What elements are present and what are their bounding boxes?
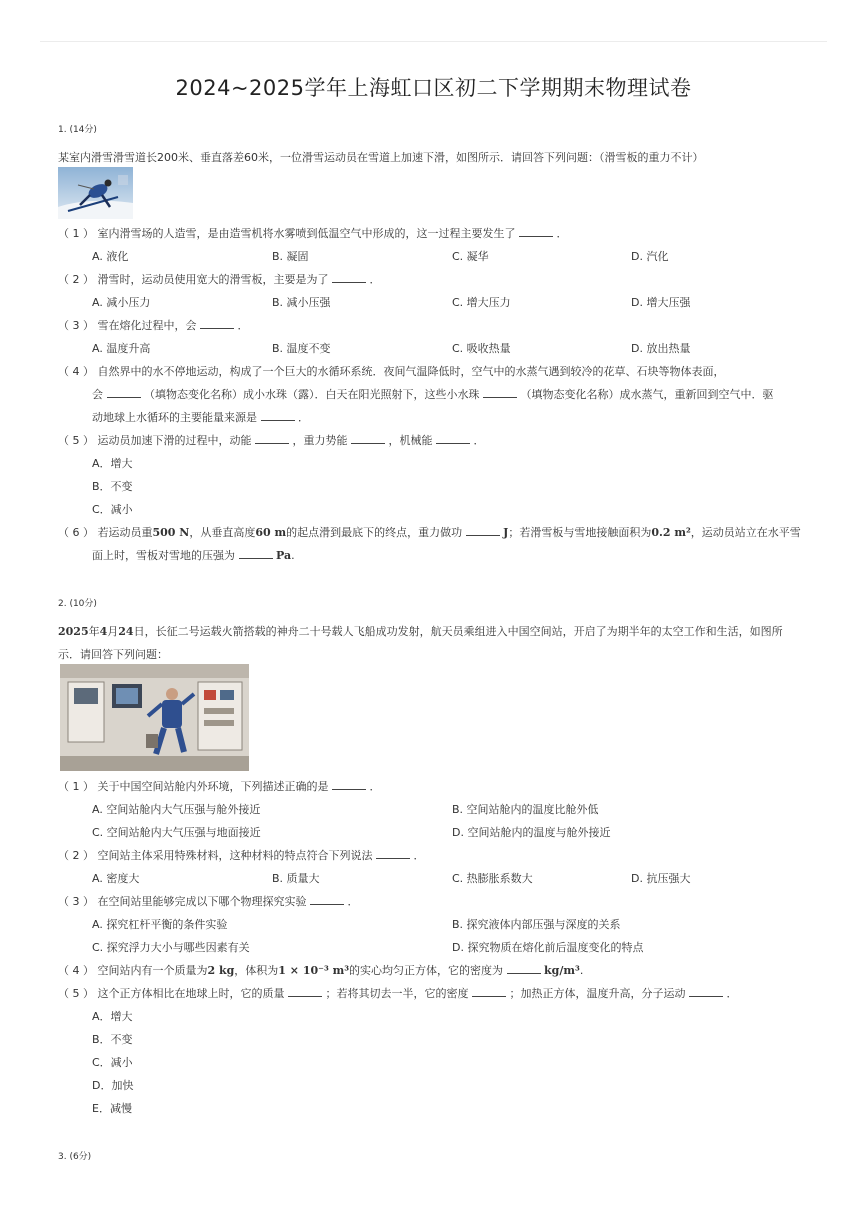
period: ． — [473, 434, 485, 447]
q1-sub6-number: （ 6 ） — [58, 526, 94, 539]
q1-sub1-text: 室内滑雪场的人造雪，是由造雪机将水雾喷到低温空气中形成的，这一过程主要发生了 — [97, 227, 516, 240]
answer-blank[interactable] — [255, 435, 289, 444]
answer-blank[interactable] — [107, 389, 141, 398]
option-b[interactable]: B. 空间站舱内的温度比舱外低 — [452, 803, 599, 816]
answer-blank[interactable] — [351, 435, 385, 444]
volume-value: 1 × 10⁻³ m³ — [278, 964, 350, 977]
q1-sub6-text: 面上时，雪板对雪地的压强为 — [92, 549, 235, 562]
option-c[interactable]: C．减小 — [92, 503, 133, 516]
question-2-stem-line1 — [58, 623, 783, 639]
q1-sub5-text: ，重力势能 — [292, 434, 348, 447]
answer-blank[interactable] — [239, 550, 273, 559]
q1-sub4-line1 — [58, 363, 725, 379]
period: . — [291, 549, 295, 562]
density-unit: kg/m³ — [544, 964, 580, 977]
answer-blank[interactable] — [466, 527, 500, 536]
q2-sub3-text: 在空间站里能够完成以下哪个物理探究实验 — [97, 895, 307, 908]
unit-joule: J — [503, 526, 509, 539]
unit-pascal: Pa — [276, 549, 292, 562]
period: ． — [298, 411, 309, 424]
stem-text: 年 — [88, 625, 100, 638]
option-a[interactable]: A．增大 — [92, 1010, 133, 1023]
option-b[interactable]: B. 探究液体内部压强与深度的关系 — [452, 918, 621, 931]
option-b[interactable]: B. 减小压强 — [272, 296, 331, 309]
option-b[interactable]: B．不变 — [92, 480, 133, 493]
period: ． — [556, 227, 568, 240]
q2-sub1-text: 关于中国空间站舱内外环境，下列描述正确的是 — [97, 780, 329, 793]
question-1-header: 1. (14分) — [58, 125, 97, 135]
weight-value: 500 N — [152, 526, 190, 539]
option-c[interactable]: C. 热膨胀系数大 — [452, 872, 533, 885]
q1-sub6-line1 — [58, 524, 801, 540]
option-c[interactable]: C. 增大压力 — [452, 296, 511, 309]
option-d[interactable]: D．加快 — [92, 1079, 134, 1092]
question-2-header: 2. (10分) — [58, 599, 97, 609]
answer-blank[interactable] — [519, 228, 553, 237]
option-b[interactable]: B. 质量大 — [272, 872, 320, 885]
height-value: 60 m — [255, 526, 287, 539]
area-value: 0.2 m² — [651, 526, 691, 539]
q1-sub5-text: 运动员加速下滑的过程中，动能 — [97, 434, 252, 447]
option-c[interactable]: C. 探究浮力大小与哪些因素有关 — [92, 941, 250, 954]
q2-sub4-text: 空间站内有一个质量为 — [97, 964, 208, 977]
q1-sub6-text: ，从垂直高度 — [189, 526, 256, 539]
period: ． — [726, 987, 738, 1000]
period: ． — [347, 895, 359, 908]
answer-blank[interactable] — [200, 320, 234, 329]
q1-sub4-line3 — [92, 409, 309, 425]
period: ． — [369, 273, 381, 286]
q2-sub5-text: 这个正方体相比在地球上时，它的质量 — [97, 987, 285, 1000]
q1-sub4-text: 动地球上水循环的主要能量来源是 — [92, 411, 257, 424]
question-2-stem-line2: 示．请回答下列问题： — [58, 648, 168, 661]
q1-sub6-text: ；若滑雪板与雪地接触面积为 — [508, 526, 652, 539]
answer-blank[interactable] — [376, 850, 410, 859]
option-d[interactable]: D. 抗压强大 — [631, 872, 691, 885]
option-a[interactable]: A. 空间站舱内大气压强与舱外接近 — [92, 803, 261, 816]
option-c[interactable]: C．减小 — [92, 1056, 133, 1069]
q1-sub3-number: （ 3 ） — [58, 319, 94, 332]
q1-sub2-text: 滑雪时，运动员使用宽大的滑雪板，主要是为了 — [97, 273, 329, 286]
answer-blank[interactable] — [261, 412, 295, 421]
q2-sub2-number: （ 2 ） — [58, 849, 94, 862]
option-c[interactable]: C. 凝华 — [452, 250, 489, 263]
q2-sub5-stem — [58, 985, 738, 1001]
q1-sub1-stem — [58, 225, 568, 241]
q1-sub4-text: 自然界中的水不停地运动，构成了一个巨大的水循环系统．夜间气温降低时，空气中的水蒸气遇到较冷的花草、石块等物体表面， — [97, 365, 725, 378]
answer-blank[interactable] — [507, 965, 541, 974]
question-1-stem: 某室内滑雪滑雪道长200米、垂直落差60米，一位滑雪运动员在雪道上加速下滑，如图所示．请回答下列问题：（滑雪板的重力不计） — [58, 151, 704, 164]
option-d[interactable]: D. 探究物质在熔化前后温度变化的特点 — [452, 941, 644, 954]
q2-sub3-stem — [58, 893, 359, 909]
answer-blank[interactable] — [472, 988, 506, 997]
option-c[interactable]: C. 吸收热量 — [452, 342, 511, 355]
month-value: 4 — [99, 625, 108, 638]
q2-sub1-number: （ 1 ） — [58, 780, 94, 793]
q1-sub5-number: （ 5 ） — [58, 434, 94, 447]
option-a[interactable]: A. 探究杠杆平衡的条件实验 — [92, 918, 228, 931]
q1-sub3-text: 雪在熔化过程中，会 — [97, 319, 197, 332]
q1-sub2-number: （ 2 ） — [58, 273, 94, 286]
option-b[interactable]: B. 凝固 — [272, 250, 309, 263]
option-d[interactable]: D. 增大压强 — [631, 296, 691, 309]
option-e[interactable]: E．减慢 — [92, 1102, 132, 1115]
option-a[interactable]: A. 温度升高 — [92, 342, 151, 355]
mass-value: 2 kg — [207, 964, 235, 977]
period: . — [579, 964, 584, 977]
option-b[interactable]: B. 温度不变 — [272, 342, 331, 355]
answer-blank[interactable] — [689, 988, 723, 997]
option-a[interactable]: A. 液化 — [92, 250, 129, 263]
period: ． — [413, 849, 425, 862]
q1-sub6-text: 若运动员重 — [97, 526, 153, 539]
q1-sub6-text: 的起点滑到最底下的终点，重力做功 — [286, 526, 463, 539]
q2-sub4-text: 的实心均匀正方体，它的密度为 — [349, 964, 504, 977]
answer-blank[interactable] — [310, 896, 344, 905]
q1-sub2-stem — [58, 271, 381, 287]
q2-sub5-text: ；加热正方体，温度升高，分子运动 — [509, 987, 686, 1000]
answer-blank[interactable] — [288, 988, 322, 997]
q1-sub5-text: ，机械能 — [388, 434, 433, 447]
q2-sub3-number: （ 3 ） — [58, 895, 94, 908]
page-title: 2024~2025学年上海虹口区初二下学期期末物理试卷 — [175, 76, 692, 100]
answer-blank[interactable] — [436, 435, 470, 444]
period: ． — [369, 780, 381, 793]
stem-text: 日，长征二号运载火箭搭载的神舟二十号载人飞船成功发射，航天员乘组进入中国空间站，开启了为期半年的太空工作和生活，如图所 — [133, 625, 783, 638]
q2-sub4-number: （ 4 ） — [58, 964, 94, 977]
q1-sub3-stem — [58, 317, 249, 333]
option-b[interactable]: B．不变 — [92, 1033, 133, 1046]
q1-sub6-text: ，运动员站立在水平雪 — [690, 526, 801, 539]
option-a[interactable]: A. 减小压力 — [92, 296, 151, 309]
period: ． — [237, 319, 249, 332]
day-value: 24 — [118, 625, 134, 638]
option-d[interactable]: D. 放出热量 — [631, 342, 691, 355]
q1-sub1-number: （ 1 ） — [58, 227, 94, 240]
option-c[interactable]: C. 空间站舱内大气压强与地面接近 — [92, 826, 261, 839]
answer-blank[interactable] — [332, 781, 366, 790]
option-d[interactable]: D. 空间站舱内的温度与舱外接近 — [452, 826, 611, 839]
option-a[interactable]: A. 密度大 — [92, 872, 140, 885]
q2-sub4-text: ，体积为 — [234, 964, 279, 977]
answer-blank[interactable] — [483, 389, 517, 398]
q2-sub4-stem — [58, 962, 583, 978]
q1-sub6-line2 — [92, 547, 295, 563]
q1-sub4-text: 会 — [92, 388, 103, 401]
skier-photo — [58, 167, 133, 219]
question-3-header: 3. (6分) — [58, 1152, 92, 1162]
top-divider — [40, 41, 827, 42]
answer-blank[interactable] — [332, 274, 366, 283]
option-a[interactable]: A．增大 — [92, 457, 133, 470]
q1-sub4-line2 — [92, 386, 774, 402]
q2-sub5-text: ；若将其切去一半，它的密度 — [325, 987, 469, 1000]
q2-sub2-text: 空间站主体采用特殊材料，这种材料的特点符合下列说法 — [97, 849, 373, 862]
q2-sub1-stem — [58, 778, 381, 794]
option-d[interactable]: D. 汽化 — [631, 250, 669, 263]
year-value: 2025 — [58, 625, 89, 638]
q2-sub5-number: （ 5 ） — [58, 987, 94, 1000]
q1-sub4-number: （ 4 ） — [58, 365, 94, 378]
q1-sub5-stem — [58, 432, 485, 448]
q2-sub2-stem — [58, 847, 425, 863]
stem-text: 月 — [107, 625, 119, 638]
space-station-photo — [60, 664, 249, 771]
q1-sub4-text: （填物态变化名称）成水蒸气，重新回到空气中．驱 — [520, 388, 774, 401]
q1-sub4-text: （填物态变化名称）成小水珠（露）．白天在阳光照射下，这些小水珠 — [144, 388, 480, 401]
